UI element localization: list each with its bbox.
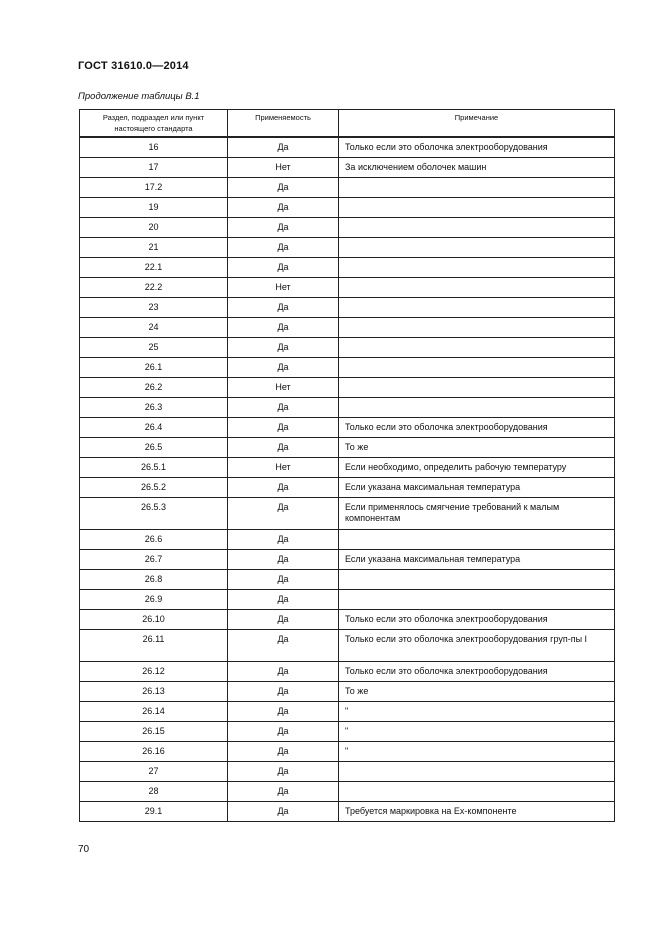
cell-section: 26.16 [80, 741, 228, 761]
cell-applicability: Да [228, 661, 339, 681]
cell-note [339, 257, 615, 277]
cell-note: За исключением оболочек машин [339, 157, 615, 177]
cell-note: Если применялось смягчение требований к малым компонентам [339, 497, 615, 529]
column-header-section: Раздел, подраздел или пункт настоящего стандарта [80, 110, 228, 138]
cell-section: 22.1 [80, 257, 228, 277]
table-header-row [80, 110, 615, 138]
cell-section: 26.9 [80, 589, 228, 609]
column-header-note: Примечание [339, 110, 615, 138]
cell-applicability: Нет [228, 157, 339, 177]
cell-section: 26.12 [80, 661, 228, 681]
table-row [80, 457, 615, 477]
table-row [80, 629, 615, 661]
cell-section: 17.2 [80, 177, 228, 197]
cell-note: " [339, 741, 615, 761]
cell-note [339, 217, 615, 237]
cell-applicability: Да [228, 317, 339, 337]
cell-section: 16 [80, 137, 228, 157]
table-row [80, 317, 615, 337]
table-row [80, 437, 615, 457]
cell-applicability: Да [228, 569, 339, 589]
table-row [80, 661, 615, 681]
cell-section: 17 [80, 157, 228, 177]
cell-applicability: Нет [228, 277, 339, 297]
cell-note [339, 237, 615, 257]
table-row [80, 297, 615, 317]
cell-section: 23 [80, 297, 228, 317]
cell-note: Только если это оболочка электрооборудования [339, 137, 615, 157]
cell-note [339, 317, 615, 337]
table-row [80, 417, 615, 437]
cell-applicability: Да [228, 549, 339, 569]
applicability-table [79, 109, 615, 822]
table-row [80, 549, 615, 569]
cell-note: Только если это оболочка электрооборудования [339, 609, 615, 629]
cell-applicability: Да [228, 137, 339, 157]
cell-section: 26.5 [80, 437, 228, 457]
cell-section: 26.6 [80, 529, 228, 549]
page-number: 70 [78, 844, 90, 855]
table-row [80, 137, 615, 157]
table-row [80, 761, 615, 781]
table-row [80, 741, 615, 761]
cell-section: 26.14 [80, 701, 228, 721]
cell-section: 26.15 [80, 721, 228, 741]
cell-section: 26.5.2 [80, 477, 228, 497]
cell-section: 28 [80, 781, 228, 801]
cell-note: Только если это оболочка электрооборудования [339, 661, 615, 681]
cell-applicability: Да [228, 437, 339, 457]
cell-section: 26.11 [80, 629, 228, 661]
cell-note [339, 397, 615, 417]
table-caption: Продолжение таблицы В.1 [78, 91, 200, 102]
cell-applicability: Да [228, 529, 339, 549]
cell-note [339, 177, 615, 197]
cell-applicability: Да [228, 629, 339, 661]
cell-section: 26.13 [80, 681, 228, 701]
cell-applicability: Да [228, 681, 339, 701]
cell-section: 26.2 [80, 377, 228, 397]
cell-applicability: Да [228, 197, 339, 217]
cell-note [339, 377, 615, 397]
table-row [80, 529, 615, 549]
cell-applicability: Нет [228, 377, 339, 397]
cell-section: 25 [80, 337, 228, 357]
cell-note [339, 529, 615, 549]
document-code: ГОСТ 31610.0—2014 [78, 60, 189, 72]
cell-applicability: Да [228, 237, 339, 257]
column-header-applicability: Применяемость [228, 110, 339, 138]
cell-section: 26.10 [80, 609, 228, 629]
cell-applicability: Да [228, 781, 339, 801]
cell-section: 21 [80, 237, 228, 257]
cell-note: Если указана максимальная температура [339, 477, 615, 497]
table-row [80, 609, 615, 629]
cell-applicability: Да [228, 217, 339, 237]
table-row [80, 681, 615, 701]
table-row [80, 781, 615, 801]
cell-note: Если указана максимальная температура [339, 549, 615, 569]
cell-applicability: Да [228, 701, 339, 721]
cell-section: 20 [80, 217, 228, 237]
cell-section: 26.1 [80, 357, 228, 377]
cell-applicability: Да [228, 337, 339, 357]
cell-applicability: Да [228, 297, 339, 317]
table-row [80, 277, 615, 297]
cell-section: 19 [80, 197, 228, 217]
table-row [80, 237, 615, 257]
cell-section: 26.5.3 [80, 497, 228, 529]
table-row [80, 701, 615, 721]
cell-applicability: Да [228, 589, 339, 609]
cell-note [339, 277, 615, 297]
cell-note [339, 337, 615, 357]
cell-section: 24 [80, 317, 228, 337]
cell-applicability: Да [228, 397, 339, 417]
table-row [80, 337, 615, 357]
cell-section: 29.1 [80, 801, 228, 821]
cell-applicability: Да [228, 801, 339, 821]
table-row [80, 377, 615, 397]
cell-applicability: Да [228, 477, 339, 497]
table-row [80, 721, 615, 741]
cell-applicability: Да [228, 609, 339, 629]
cell-section: 26.4 [80, 417, 228, 437]
cell-note: Только если это оболочка электрооборудования [339, 417, 615, 437]
table-row [80, 197, 615, 217]
table-row [80, 477, 615, 497]
table-row [80, 589, 615, 609]
cell-applicability: Да [228, 357, 339, 377]
cell-note: " [339, 721, 615, 741]
table-row [80, 177, 615, 197]
table-row [80, 357, 615, 377]
table-row [80, 497, 615, 529]
cell-note: Если необходимо, определить рабочую температуру [339, 457, 615, 477]
cell-applicability: Да [228, 741, 339, 761]
table-row [80, 217, 615, 237]
cell-section: 27 [80, 761, 228, 781]
cell-note: " [339, 701, 615, 721]
cell-note [339, 569, 615, 589]
cell-note: Требуется маркировка на Ex-компоненте [339, 801, 615, 821]
cell-note [339, 761, 615, 781]
cell-section: 26.3 [80, 397, 228, 417]
table-row [80, 157, 615, 177]
cell-applicability: Да [228, 417, 339, 437]
cell-note [339, 297, 615, 317]
cell-applicability: Да [228, 497, 339, 529]
cell-section: 26.8 [80, 569, 228, 589]
cell-note [339, 589, 615, 609]
cell-note: Только если это оболочка электрооборудования груп-пы I [339, 629, 615, 661]
cell-applicability: Да [228, 257, 339, 277]
cell-applicability: Да [228, 761, 339, 781]
cell-note: То же [339, 681, 615, 701]
cell-note [339, 781, 615, 801]
cell-section: 22.2 [80, 277, 228, 297]
cell-note [339, 357, 615, 377]
table-row [80, 569, 615, 589]
cell-applicability: Да [228, 721, 339, 741]
cell-note [339, 197, 615, 217]
cell-applicability: Да [228, 177, 339, 197]
cell-applicability: Нет [228, 457, 339, 477]
cell-section: 26.5.1 [80, 457, 228, 477]
table-row [80, 801, 615, 821]
table-row [80, 397, 615, 417]
cell-section: 26.7 [80, 549, 228, 569]
table-row [80, 257, 615, 277]
cell-note: То же [339, 437, 615, 457]
